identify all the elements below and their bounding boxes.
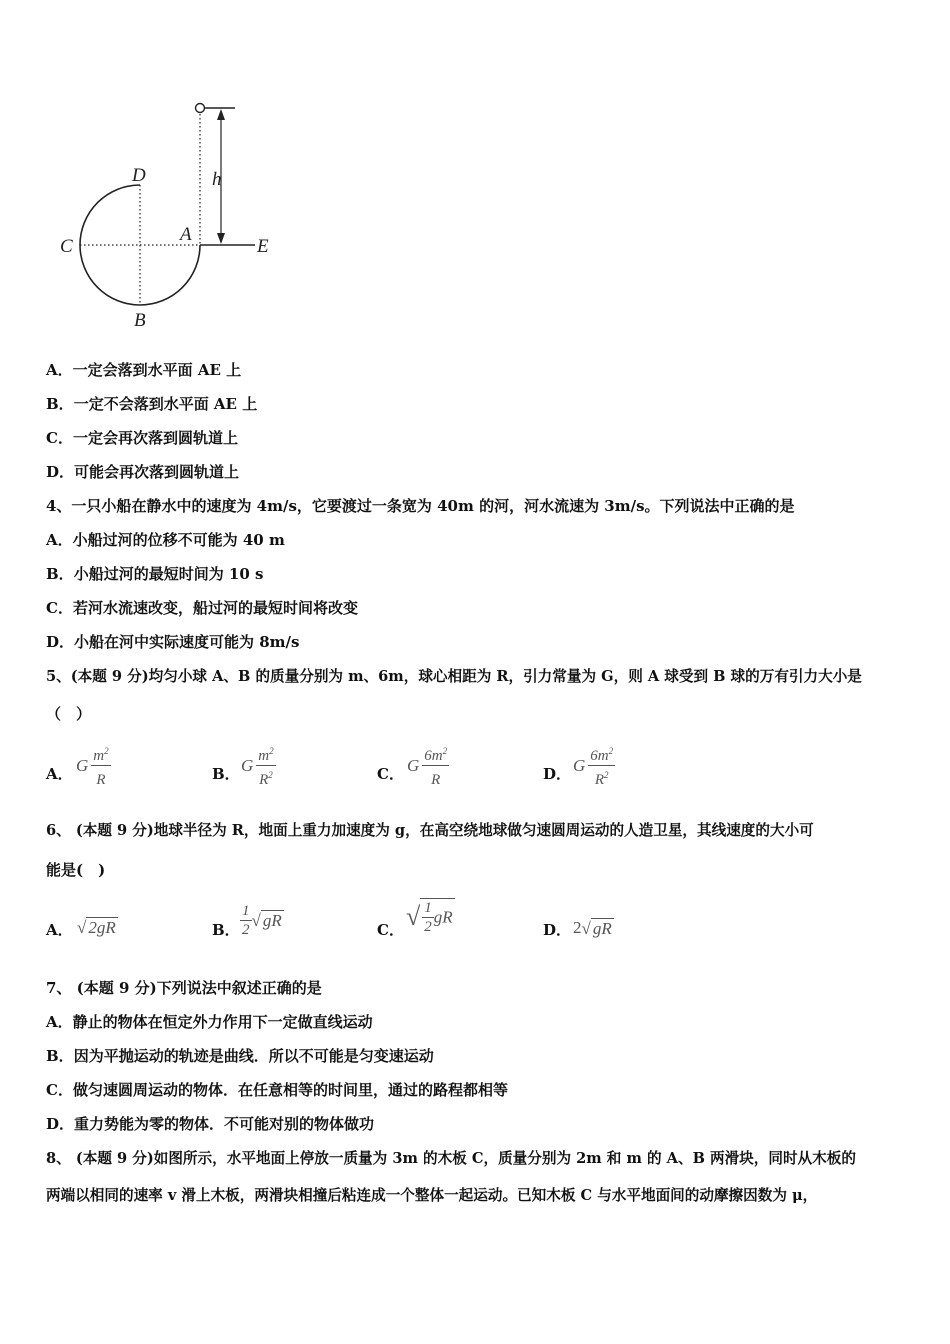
q5-stem-bracket: （ ） bbox=[46, 705, 92, 723]
q3-option-d: D．可能会再次落到圆轨道上 bbox=[46, 463, 240, 481]
q6-option-d-letter: D． bbox=[543, 921, 572, 939]
q6-option-a-formula: √ 2gR bbox=[77, 918, 116, 937]
h-arrow-head-top bbox=[217, 109, 225, 120]
q5-option-a-letter: A． bbox=[46, 765, 73, 783]
q4-option-b: B．小船过河的最短时间为 10 s bbox=[46, 565, 264, 583]
ball bbox=[196, 104, 205, 113]
q6-stem-continued: 能是( ) bbox=[46, 861, 106, 879]
q6-option-b-letter: B． bbox=[212, 921, 240, 939]
q4-stem: 4、一只小船在静水中的速度为 4m/s，它要渡过一条宽为 40m 的河，河水流速为 3m/s。下列说法中正确的是 bbox=[46, 497, 795, 515]
label-h: h bbox=[212, 169, 222, 190]
label-B: B bbox=[134, 310, 146, 331]
q8-stem-continued: 两端以相同的速率 v 滑上木板，两滑块相撞后粘连成一个整体一起运动。已知木板 C 与水平地面间的动摩擦因数为 μ， bbox=[46, 1187, 818, 1204]
q3-option-b: B．一定不会落到水平面 AE 上 bbox=[46, 395, 258, 413]
q7-stem: 7、 (本题 9 分)下列说法中叙述正确的是 bbox=[46, 979, 322, 997]
label-C: C bbox=[60, 236, 73, 257]
q3-option-c: C．一定会再次落到圆轨道上 bbox=[46, 429, 238, 447]
q5-option-d-letter: D． bbox=[543, 765, 572, 783]
q8-stem: 8、 (本题 9 分)如图所示，水平地面上停放一质量为 3m 的木板 C，质量分别为 2m 和 m 的 A、B 两滑块，同时从木板的 bbox=[46, 1150, 856, 1167]
q5-option-a-formula: G $\frac{m^2}{R}$ bbox=[76, 742, 111, 789]
q4-option-d: D．小船在河中实际速度可能为 8m/s bbox=[46, 633, 300, 651]
q6-option-a-letter: A． bbox=[46, 921, 73, 939]
q5-option-c-letter: C． bbox=[377, 765, 404, 783]
q3-option-a: A．一定会落到水平面 AE 上 bbox=[46, 361, 242, 379]
q6-option-c-formula: √ $\frac{1}{2}$ gR bbox=[406, 900, 453, 935]
q7-option-d: D．重力势能为零的物体．不可能对别的物体做功 bbox=[46, 1115, 375, 1133]
q5-option-b-letter: B． bbox=[212, 765, 240, 783]
q5-option-b-formula: G $\frac{m^2}{R^2}$ bbox=[241, 742, 276, 789]
q7-option-a: A．静止的物体在恒定外力作用下一定做直线运动 bbox=[46, 1013, 373, 1031]
label-E: E bbox=[257, 236, 269, 257]
h-arrow-head-bottom bbox=[217, 233, 225, 244]
q6-option-d-formula: 2√ gR bbox=[573, 918, 612, 939]
q5-stem: 5、(本题 9 分)均匀小球 A、B 的质量分别为 m、6m，球心相距为 R，引力常量为 G，则 A 球受到 B 球的万有引力大小是 bbox=[46, 668, 862, 685]
q5-option-c-formula: G $\frac{6m^2}{R}$ bbox=[407, 742, 449, 789]
q7-option-c: C．做匀速圆周运动的物体．在任意相等的时间里，通过的路程都相等 bbox=[46, 1081, 508, 1099]
q7-option-b: B．因为平抛运动的轨迹是曲线．所以不可能是匀变速运动 bbox=[46, 1047, 434, 1065]
q4-option-c: C．若河水流速改变，船过河的最短时间将改变 bbox=[46, 599, 358, 617]
q4-option-a: A．小船过河的位移不可能为 40 m bbox=[46, 531, 285, 549]
label-A: A bbox=[180, 224, 192, 245]
label-D: D bbox=[132, 165, 146, 186]
q6-option-c-letter: C． bbox=[377, 921, 404, 939]
q5-option-d-formula: G $\frac{6m^2}{R^2}$ bbox=[573, 742, 615, 789]
q6-option-b-formula: $\frac{1}{2}$ √ gR bbox=[242, 903, 282, 938]
circular-track-figure bbox=[55, 95, 295, 340]
q6-stem: 6、 (本题 9 分)地球半径为 R，地面上重力加速度为 g，在高空绕地球做匀速圆周运动的人造卫星，其线速度的大小可 bbox=[46, 822, 814, 839]
